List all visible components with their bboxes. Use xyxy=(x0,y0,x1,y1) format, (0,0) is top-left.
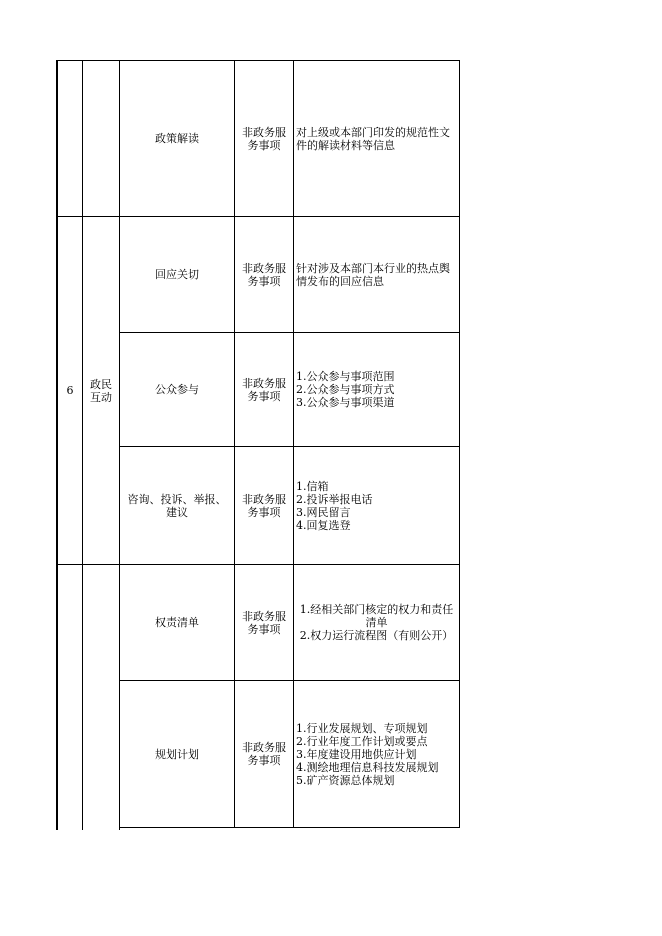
item-cell: 回应关切 xyxy=(155,268,199,281)
item-cell: 政策解读 xyxy=(155,132,199,145)
type-cell: 非政务服务事项 xyxy=(242,125,286,152)
content-cell: 1.行业发展规划、专项规划 2.行业年度工作计划或要点 3.年度建设用地供应计划 4.测绘地理信息科技发展规划 5.矿产资源总体规划 xyxy=(296,721,439,787)
content-cell: 1.经相关部门核定的权力和责任清单 2.权力运行流程图（有则公开） xyxy=(299,603,454,642)
type-cell: 非政务服务事项 xyxy=(242,741,286,767)
type-cell: 非政务服务事项 xyxy=(242,609,286,636)
item-cell: 公众参与 xyxy=(155,383,199,396)
type-cell: 非政务服务事项 xyxy=(242,376,286,403)
row-border xyxy=(120,827,460,828)
item-cell: 规划计划 xyxy=(155,747,199,761)
type-cell: 非政务服务事项 xyxy=(242,492,286,519)
column-border xyxy=(459,60,460,828)
item-cell: 咨询、投诉、举报、建议 xyxy=(127,492,227,519)
content-cell: 针对涉及本部门本行业的热点舆情发布的回应信息 xyxy=(296,261,450,288)
item-cell: 权责清单 xyxy=(155,616,199,629)
group-number-cell: 6 xyxy=(66,384,74,397)
type-cell: 非政务服务事项 xyxy=(242,261,286,288)
group-category-cell: 政民互动 xyxy=(90,377,112,404)
content-cell: 1.公众参与事项范围 2.公众参与事项方式 3.公众参与事项渠道 xyxy=(296,370,395,409)
content-cell: 对上级或本部门印发的规范性文件的解读材料等信息 xyxy=(296,125,450,152)
content-cell: 1.信箱 2.投诉举报电话 3.网民留言 4.回复选登 xyxy=(296,479,373,532)
